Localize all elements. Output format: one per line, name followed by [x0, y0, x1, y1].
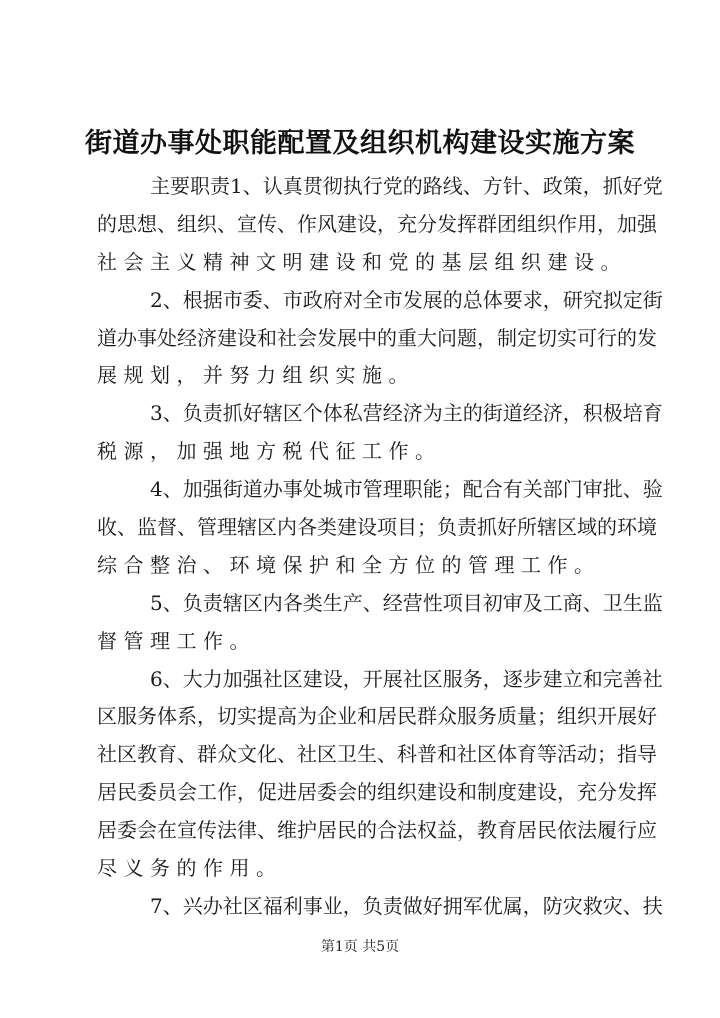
text-line: 的思想、组织、宣传、作风建设，充分发挥群团组织作用，加强 [97, 211, 657, 236]
text-line: 尽义务的作用。 [97, 856, 283, 881]
text-line: 展规划，并努力组织实施。 [97, 363, 415, 388]
document-title: 街道办事处职能配置及组织机构建设实施方案 [85, 128, 635, 159]
paragraph [97, 395, 663, 471]
text-line: 督管理工作。 [97, 628, 256, 653]
text-line: 7、兴办社区福利事业，负责做好拥军优属，防灾救灾、扶 [150, 893, 663, 918]
text-line: 道办事处经济建设和社会发展中的重大问题，制定切实可行的发 [97, 325, 657, 350]
paragraph [97, 168, 663, 282]
text-line: 5、负责辖区内各类生产、经营性项目初审及工商、卫生监 [150, 590, 663, 615]
text-line: 2、根据市委、市政府对全市发展的总体要求，研究拟定街 [150, 287, 663, 312]
text-line: 6、大力加强社区建设，开展社区服务，逐步建立和完善社 [150, 666, 663, 691]
text-line: 主要职责1、认真贯彻执行党的路线、方针、政策，抓好党 [150, 174, 663, 198]
paragraph [97, 282, 663, 396]
paragraph [97, 471, 663, 585]
text-line: 社会主义精神文明建设和党的基层组织建设。 [97, 249, 627, 274]
text-line: 社区教育、群众文化、社区卫生、科普和社区体育等活动；指导 [97, 742, 657, 767]
text-line: 居委会在宣传法律、维护居民的合法权益，教育居民依法履行应 [97, 818, 657, 843]
text-line: 居民委员会工作，促进居委会的组织建设和制度建设，充分发挥 [97, 780, 657, 805]
text-line: 4、加强街道办事处城市管理职能；配合有关部门审批、验 [150, 477, 663, 502]
paragraph [97, 585, 663, 661]
text-line: 税源，加强地方税代征工作。 [97, 439, 442, 464]
text-line: 收、监督、管理辖区内各类建设项目；负责抓好所辖区域的环境 [97, 515, 657, 540]
text-line: 综合整治、环境保护和全方位的管理工作。 [97, 552, 601, 577]
text-line: 3、负责抓好辖区个体私营经济为主的街道经济，积极培育 [150, 401, 663, 426]
paragraph [97, 888, 663, 926]
paragraph [97, 661, 663, 888]
document-body [97, 168, 663, 926]
page-footer: 第1页 共5页 [320, 939, 400, 955]
text-line: 区服务体系，切实提高为企业和居民群众服务质量；组织开展好 [97, 704, 657, 729]
